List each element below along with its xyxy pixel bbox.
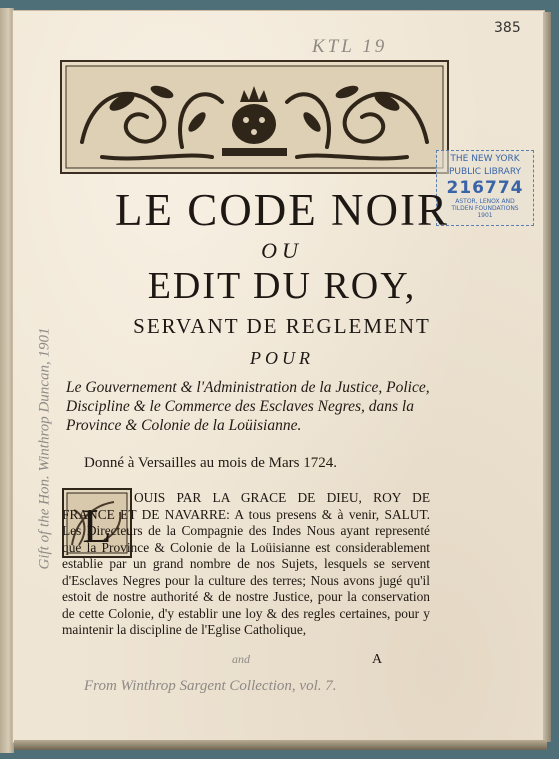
body-indent (62, 492, 134, 502)
stamp-line-1: THE NEW YORK (450, 154, 520, 164)
stamp-line-4: ASTOR, LENOX AND (455, 198, 515, 205)
stamp-line-2: PUBLIC LIBRARY (448, 167, 522, 177)
shelfmark: KTL 19 (312, 36, 388, 57)
title-line-3: EDIT DU ROY, (147, 265, 417, 307)
page-edge-right (543, 12, 551, 742)
subtitle: Le Gouvernement & l'Administration de la Justice, Police, Discipline & le Commerce des Esclaves Negres, dans la Province & Colonie de la Loüisianne. (66, 379, 430, 434)
body-paragraph (62, 490, 430, 639)
scrollwork-ornament-icon (62, 62, 447, 172)
handwritten-margin-note: Gift of the Hon. Winthrop Duncan, 1901 (36, 327, 53, 570)
stamp-line-5: TILDEN FOUNDATIONS (451, 205, 519, 212)
page-number: 385 (494, 20, 521, 36)
title-line-4: SERVANT DE REGLEMENT (133, 314, 431, 338)
title-line-1: LE CODE NOIR (115, 185, 449, 235)
title-line-2: OU (261, 238, 303, 263)
ornamental-headpiece (60, 60, 449, 174)
catchword: A (372, 652, 383, 667)
date-line: Donné à Versailles au mois de Mars 1724. (84, 455, 338, 471)
body-text: OUIS PAR LA GRACE DE DIEU, ROY DE FRANCE ET DE NAVARRE: A tous presens & à venir, SALUT. Les Directeurs de la Compagnie des Indes Nous ayant representé que la Province & Colonie de la Loüisianne est considerablement establie par un grand nombre de nos Sujets, lesquels se servent d'Esclaves Negres pour la culture des terres; Nous avons jugé qu'il estoit de nostre authorité & de nostre Justice, pour la conservation de cette Colonie, d'y establir une loy & des regles certaines, pour y maintenir la discipline de l'Eglise Catholique, (62, 490, 430, 637)
stamp-year: 1901 (477, 212, 493, 219)
svg-text:L: L (82, 500, 112, 553)
handwritten-provenance-note: From Winthrop Sargent Collection, vol. 7. (84, 678, 337, 694)
page-edge-bottom (14, 740, 547, 750)
title-line-5: POUR (250, 348, 314, 368)
pencil-mark: and (232, 652, 250, 666)
stamp-accession-number: 216774 (446, 178, 524, 198)
